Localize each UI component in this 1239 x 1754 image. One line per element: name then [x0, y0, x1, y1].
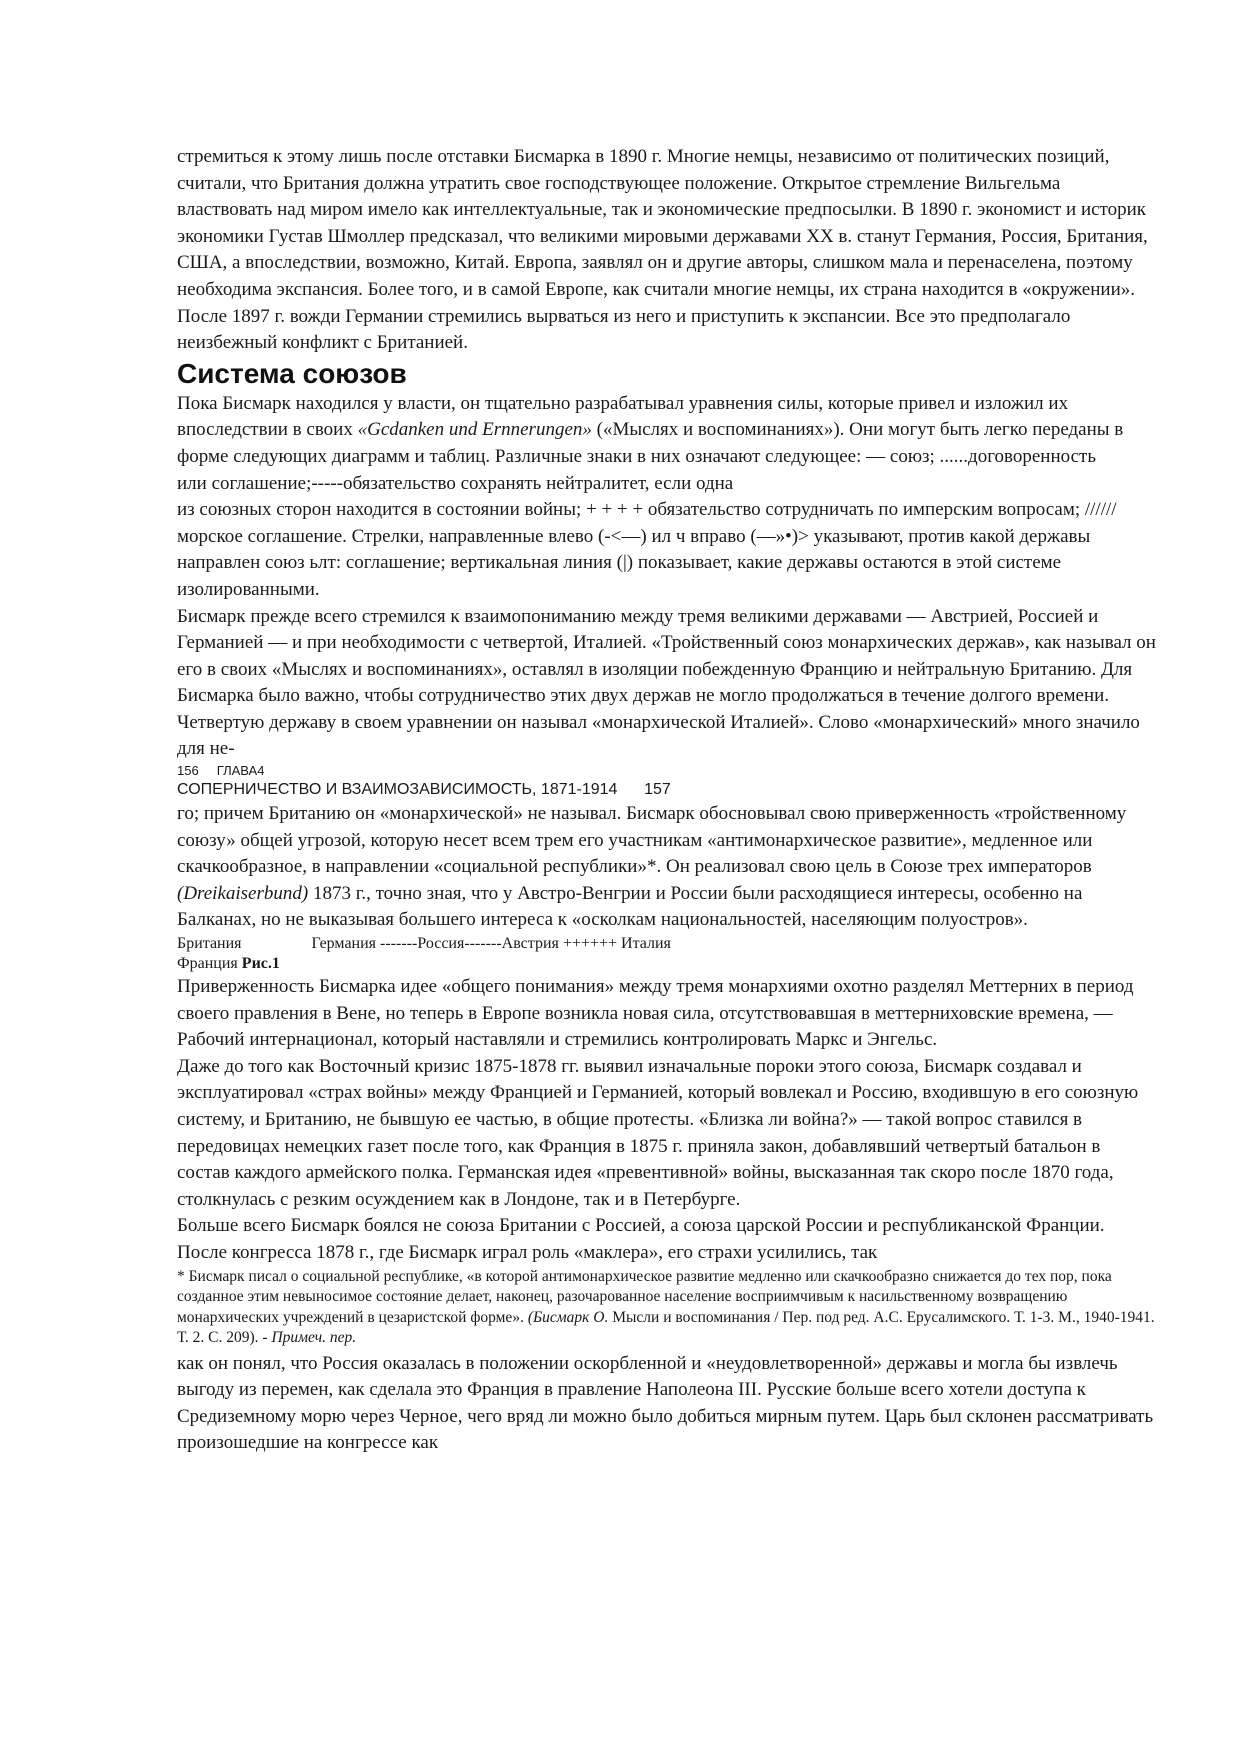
paragraph-6-text-b: 1873 г., точно зная, что у Австро-Венгрии и России были расходящиеся интересы, особенно на Балканах, но не выказывая большего интереса к «осколкам национальностей, населяющим полуостров».: [177, 882, 1083, 931]
diagram-britain: Британия: [177, 935, 242, 953]
paragraph-3: или соглашение;-----обязательство сохранять нейтралитет, если одна: [177, 472, 734, 494]
figure-label: Рис.1: [241, 955, 280, 973]
paragraph-7: Приверженность Бисмарка идее «общего понимания» между тремя монархиями охотно разделял Меттерних в период своего правления в Вене, но теперь в Европе возникла новая сила, отсутствовавшая в меттерниховские времена, — Рабочий интернационал, который наставляли и стремились контролировать Маркс и Энгельс.: [177, 976, 1134, 1051]
paragraph-2-text-a: Пока Бисмарк находился у власти, он тщательно разрабатывал уравнения силы, которые привел и изложил их впоследствии в своих: [177, 392, 1069, 441]
paragraph-4: из союзных сторон находится в состоянии войны; + + + + обязательство сотрудничать по имперским вопросам; ////// морское соглашение. Стрелки, направленные влево (-<—) ил ч вправо (—»•)> указывают, против какой державы направлен союз ьлт: соглашение; вертикальная линия (|) показывает, какие державы остаются в этой системе изолированными.: [177, 499, 1117, 600]
section-heading: Система союзов: [177, 357, 407, 389]
alliance-diagram: [177, 934, 1157, 954]
paragraph-9: Больше всего Бисмарк боялся не союза Британии с Россией, а союза царской России и республиканской Франции. После конгресса 1878 г., где Бисмарк играл роль «маклера», его страхи усилились, так: [177, 1215, 1105, 1263]
running-header: СОПЕРНИЧЕСТВО И ВЗАИМОЗАВИСИМОСТЬ, 1871-1914 157: [177, 781, 671, 799]
paragraph-10: как он понял, что Россия оказалась в положении оскорбленной и «неудовлетворенной» державы и могла бы извлечь выгоду из перемен, как сделала это Франция в правление Наполеона III. Русские больше всего хотели доступа к Средиземному морю через Черное, чего вряд ли можно было добиться мирным путем. Царь был склонен рассматривать произошедшие на конгрессе как: [177, 1352, 1154, 1454]
figure-caption: [177, 954, 1157, 974]
paragraph-6-text-a: го; причем Британию он «монархической» не называл. Бисмарк обосновывал свою приверженность «тройственному союзу» общей угрозой, которую несет всем трем его участникам «антимонархическое развитие», медленное или скачкообразное, в направлении «социальной республики»*. Он реализовал свою цель в Союзе трех императоров: [177, 803, 1127, 878]
footnote-text-b: Мысли и воспоминания / Пер. под ред. А.С. Ерусалимского. Т. 1-3. М., 1940-1941. Т. 2. С. 209). -: [177, 1308, 1155, 1347]
paragraph-8: Даже до того как Восточный кризис 1875-1878 гг. выявил изначальные пороки этого союза, Бисмарк создавал и эксплуатировал «страх войны» между Францией и Германией, который вовлекал и Россию, входившую в его союзную систему, и Британию, не бывшую ее частью, в общие протесты. «Близка ли война?» — такой вопрос ставился в передовицах немецких газет после того, как Франция в 1875 г. приняла закон, добавлявший четвертый батальон в состав каждого армейского полка. Германская идея «превентивной» войны, высказанная так скоро после 1870 года, столкнулась с резким осуждением как в Лондоне, так и в Петербурге.: [177, 1055, 1139, 1210]
document-page: [177, 144, 1157, 1457]
page-number: 156: [177, 763, 199, 779]
chapter-label: ГЛАВА4: [216, 763, 265, 779]
footnote-italic-author: (Бисмарк О.: [527, 1308, 609, 1326]
paragraph-1: стремиться к этому лишь после отставки Бисмарка в 1890 г. Многие немцы, независимо от политических позиций, считали, что Британия должна утратить свое господствующее положение. Открытое стремление Вильгельма властвовать над миром имело как интеллектуальные, так и экономические предпосылки. В 1890 г. экономист и историк экономики Густав Шмоллер предсказал, что великими мировыми державами XX в. станут Германия, Россия, Британия, США, а впоследствии, возможно, Китай. Европа, заявлял он и другие авторы, слишком мала и перенаселена, поэтому необходима экспансия. Более того, и в самой Европе, как считали многие немцы, их страна находится в «окружении». После 1897 г. вожди Германии стремились вырваться из него и приступить к экспансии. Все это предполагало неизбежный конфликт с Британией.: [177, 146, 1148, 354]
page-number-left: [177, 763, 1157, 779]
footnote-text-a: * Бисмарк писал о социальной республике, «в которой антимонархическое развитие медленно или скачкообразно снижается до тех пор, пока созданное этим невыносимое состояние делает, наконец, разочарованное население восприимчивым к насильственному возвращению монархических учреждений в цезаристской форме».: [177, 1267, 1112, 1326]
diagram-france: Франция: [177, 955, 242, 973]
paragraph-2-italic: «Gcdanken und Ernnerungen»: [357, 419, 592, 441]
footnote: [177, 1267, 1157, 1349]
paragraph-5: Бисмарк прежде всего стремился к взаимопониманию между тремя великими державами — Австрией, Россией и Германией — и при необходимости с четвертой, Италией. «Тройственный союз монархических держав», как называл он его в своих «Мыслях и воспоминаниях», оставлял в изоляции побежденную Францию и нейтральную Британию. Для Бисмарка было важно, чтобы сотрудничество этих двух держав не могло продолжаться в течение долгого времени. Четвертую державу в своем уравнении он называл «монархической Италией». Слово «монархический» много значило для не-: [177, 605, 1156, 760]
paragraph-2-text-b: («Мыслях и воспоминаниях»). Они могут быть легко переданы в форме следующих диаграмм и таблиц. Различные знаки в них означают следующее: — союз; ......договоренность: [177, 419, 1124, 467]
footnote-italic-note: Примеч. пер.: [271, 1329, 357, 1347]
paragraph-6: [177, 801, 1157, 934]
paragraph-6-italic: (Dreikaiserbund): [177, 882, 309, 904]
diagram-alliances: Германия -------Россия-------Австрия ++++++ Италия: [311, 935, 671, 953]
paragraph-2: [177, 391, 1157, 471]
